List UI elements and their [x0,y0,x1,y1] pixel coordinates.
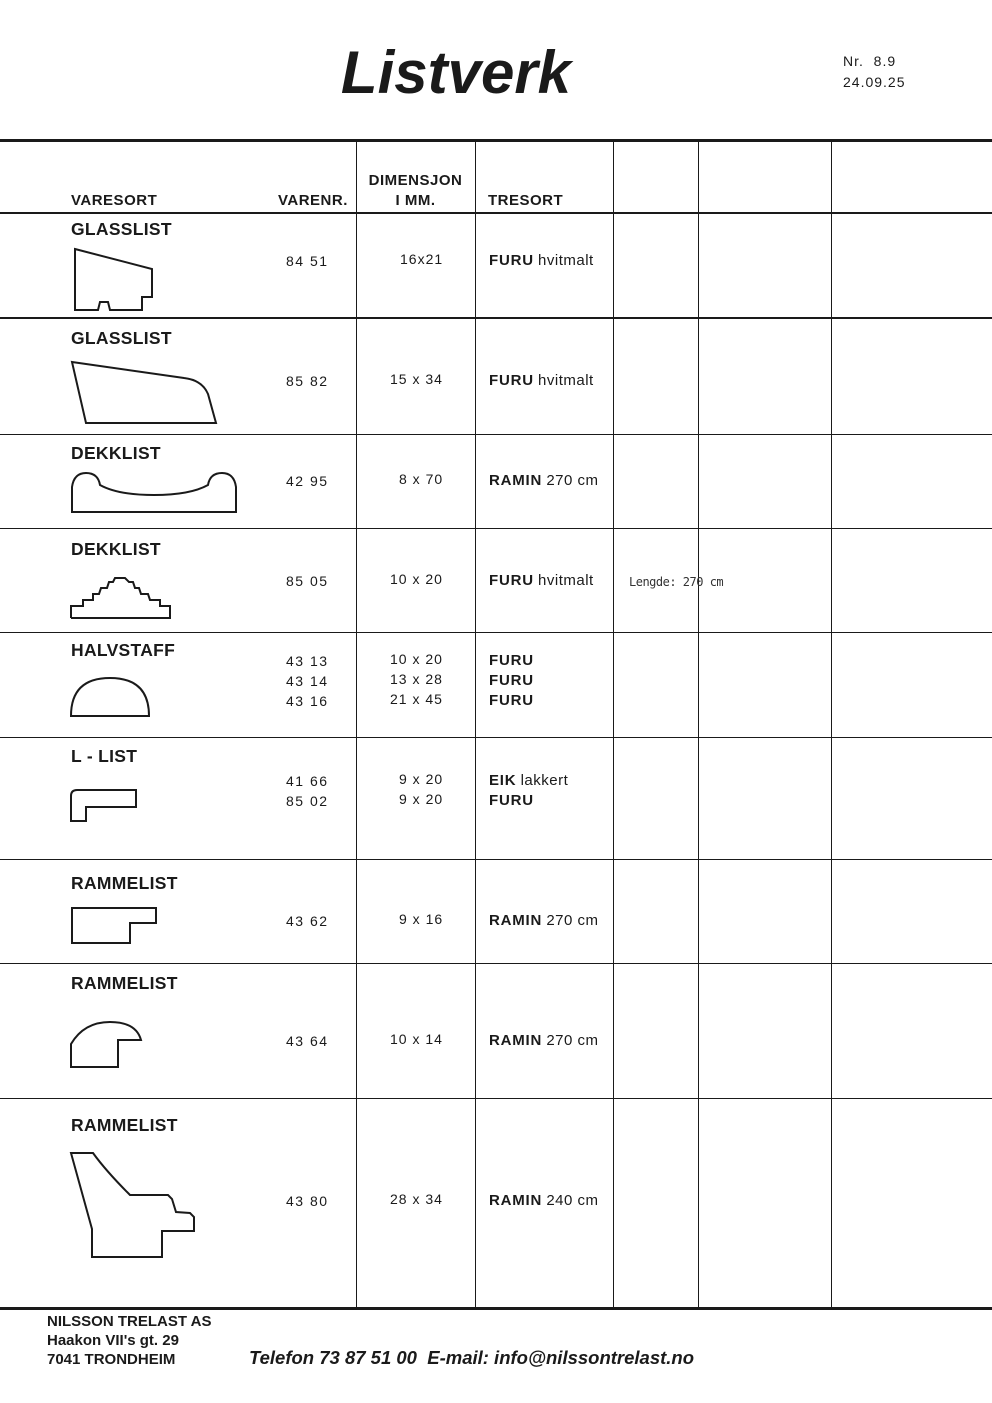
product-name: GLASSLIST [71,328,172,348]
frame-step-icon [68,904,162,948]
wood-type [489,692,534,709]
dimension-value: 28 x 34 [390,1191,443,1207]
wood-species: FURU [489,652,534,669]
varenr-value: 85 05 [286,573,329,589]
column-header-varenr: VARENR. [278,192,348,209]
varenr-value: 43 64 [286,1033,329,1049]
frame-round-icon [68,1018,146,1072]
wood-species: FURU [489,372,534,389]
varenr-value: 84 51 [286,253,329,269]
dimension-value: 10 x 14 [390,1031,443,1047]
wood-type [489,252,594,269]
wood-type [489,572,594,589]
wood-species: FURU [489,572,534,589]
company-name: NILSSON TRELAST AS [47,1313,212,1330]
wood-species: FURU [489,252,534,269]
contact-line: Telefon 73 87 51 00 E-mail: info@nilssontrelast.no [249,1347,695,1368]
wood-species: RAMIN [489,472,543,489]
varenr-value: 42 95 [286,473,329,489]
table-bottom-border [0,1307,992,1310]
document-number: Nr. 8.9 [843,53,897,69]
column-divider [831,140,832,1309]
column-header-varesort: VARESORT [71,192,158,209]
row-divider [0,528,992,529]
wood-type [489,1032,599,1049]
varenr-value: 85 02 [286,793,329,809]
row-divider [0,434,992,435]
dimension-value: 9 x 20 [399,791,444,807]
wood-species: FURU [489,672,534,689]
page-title: Listverk [340,39,572,106]
row-divider [0,737,992,738]
header-bottom-border [0,212,992,214]
dimension-value: 16x21 [400,251,444,267]
product-name: DEKKLIST [71,443,161,463]
wood-finish: hvitmalt [538,252,594,269]
dekklist-crown-icon [68,572,176,622]
row-divider [0,317,992,319]
wood-type [489,912,599,929]
row-divider [0,1098,992,1099]
row-divider [0,632,992,633]
product-name: HALVSTAFF [71,640,176,660]
wood-finish: lakkert [520,772,569,789]
wood-type [489,652,534,669]
column-divider [356,140,357,1309]
wood-type [489,372,594,389]
l-profile-icon [68,786,142,826]
varenr-value: 43 62 [286,913,329,929]
varenr-value: 41 66 [286,773,329,789]
row-divider [0,859,992,860]
dimension-value: 9 x 16 [399,911,444,927]
glasslist-wedge-icon [66,356,222,430]
dimension-value: 21 x 45 [390,691,443,707]
varenr-value: 43 80 [286,1193,329,1209]
wood-finish: 240 cm [546,1192,599,1209]
wood-type [489,792,534,809]
company-street: Haakon VII's gt. 29 [47,1332,179,1349]
column-header-dimensjon-unit: I MM. [395,192,436,209]
varenr-value: 85 82 [286,373,329,389]
column-header-dimensjon: DIMENSJON [368,172,463,189]
varenr-value: 43 13 [286,653,329,669]
wood-type [489,672,534,689]
product-name: L - LIST [71,746,138,766]
dimension-value: 10 x 20 [390,651,443,667]
varenr-value: 43 16 [286,693,329,709]
column-divider [698,140,699,1309]
wood-species: FURU [489,692,534,709]
wood-finish: hvitmalt [538,572,594,589]
company-city: 7041 TRONDHEIM [47,1351,176,1368]
length-note: Lengde: 270 cm [629,575,724,589]
varenr-value: 43 14 [286,673,329,689]
glasslist-icon [70,246,160,316]
wood-species: RAMIN [489,1032,543,1049]
halfround-icon [68,674,152,720]
product-name: RAMMELIST [71,873,178,893]
wood-finish: hvitmalt [538,372,594,389]
row-divider [0,963,992,964]
frame-large-icon [68,1149,200,1263]
company-address [47,1312,211,1369]
wood-species: FURU [489,792,534,809]
dimension-value: 10 x 20 [390,571,443,587]
wood-species: EIK [489,772,517,789]
dimension-value: 8 x 70 [399,471,444,487]
product-name: GLASSLIST [71,219,172,239]
product-name: RAMMELIST [71,1115,178,1135]
dekklist-wave-icon [68,465,242,517]
wood-finish: 270 cm [546,472,599,489]
column-header-tresort: TRESORT [488,192,564,209]
wood-finish: 270 cm [546,912,599,929]
wood-species: RAMIN [489,1192,543,1209]
dimension-value: 9 x 20 [399,771,444,787]
dimension-value: 15 x 34 [390,371,443,387]
wood-finish: 270 cm [546,1032,599,1049]
column-divider [613,140,614,1309]
wood-type [489,1192,599,1209]
document-date: 24.09.25 [843,74,906,90]
product-name: RAMMELIST [71,973,178,993]
product-name: DEKKLIST [71,539,161,559]
column-divider [475,140,476,1309]
table-top-border [0,139,992,142]
dimension-value: 13 x 28 [390,671,443,687]
wood-species: RAMIN [489,912,543,929]
wood-type [489,772,568,789]
wood-type [489,472,599,489]
